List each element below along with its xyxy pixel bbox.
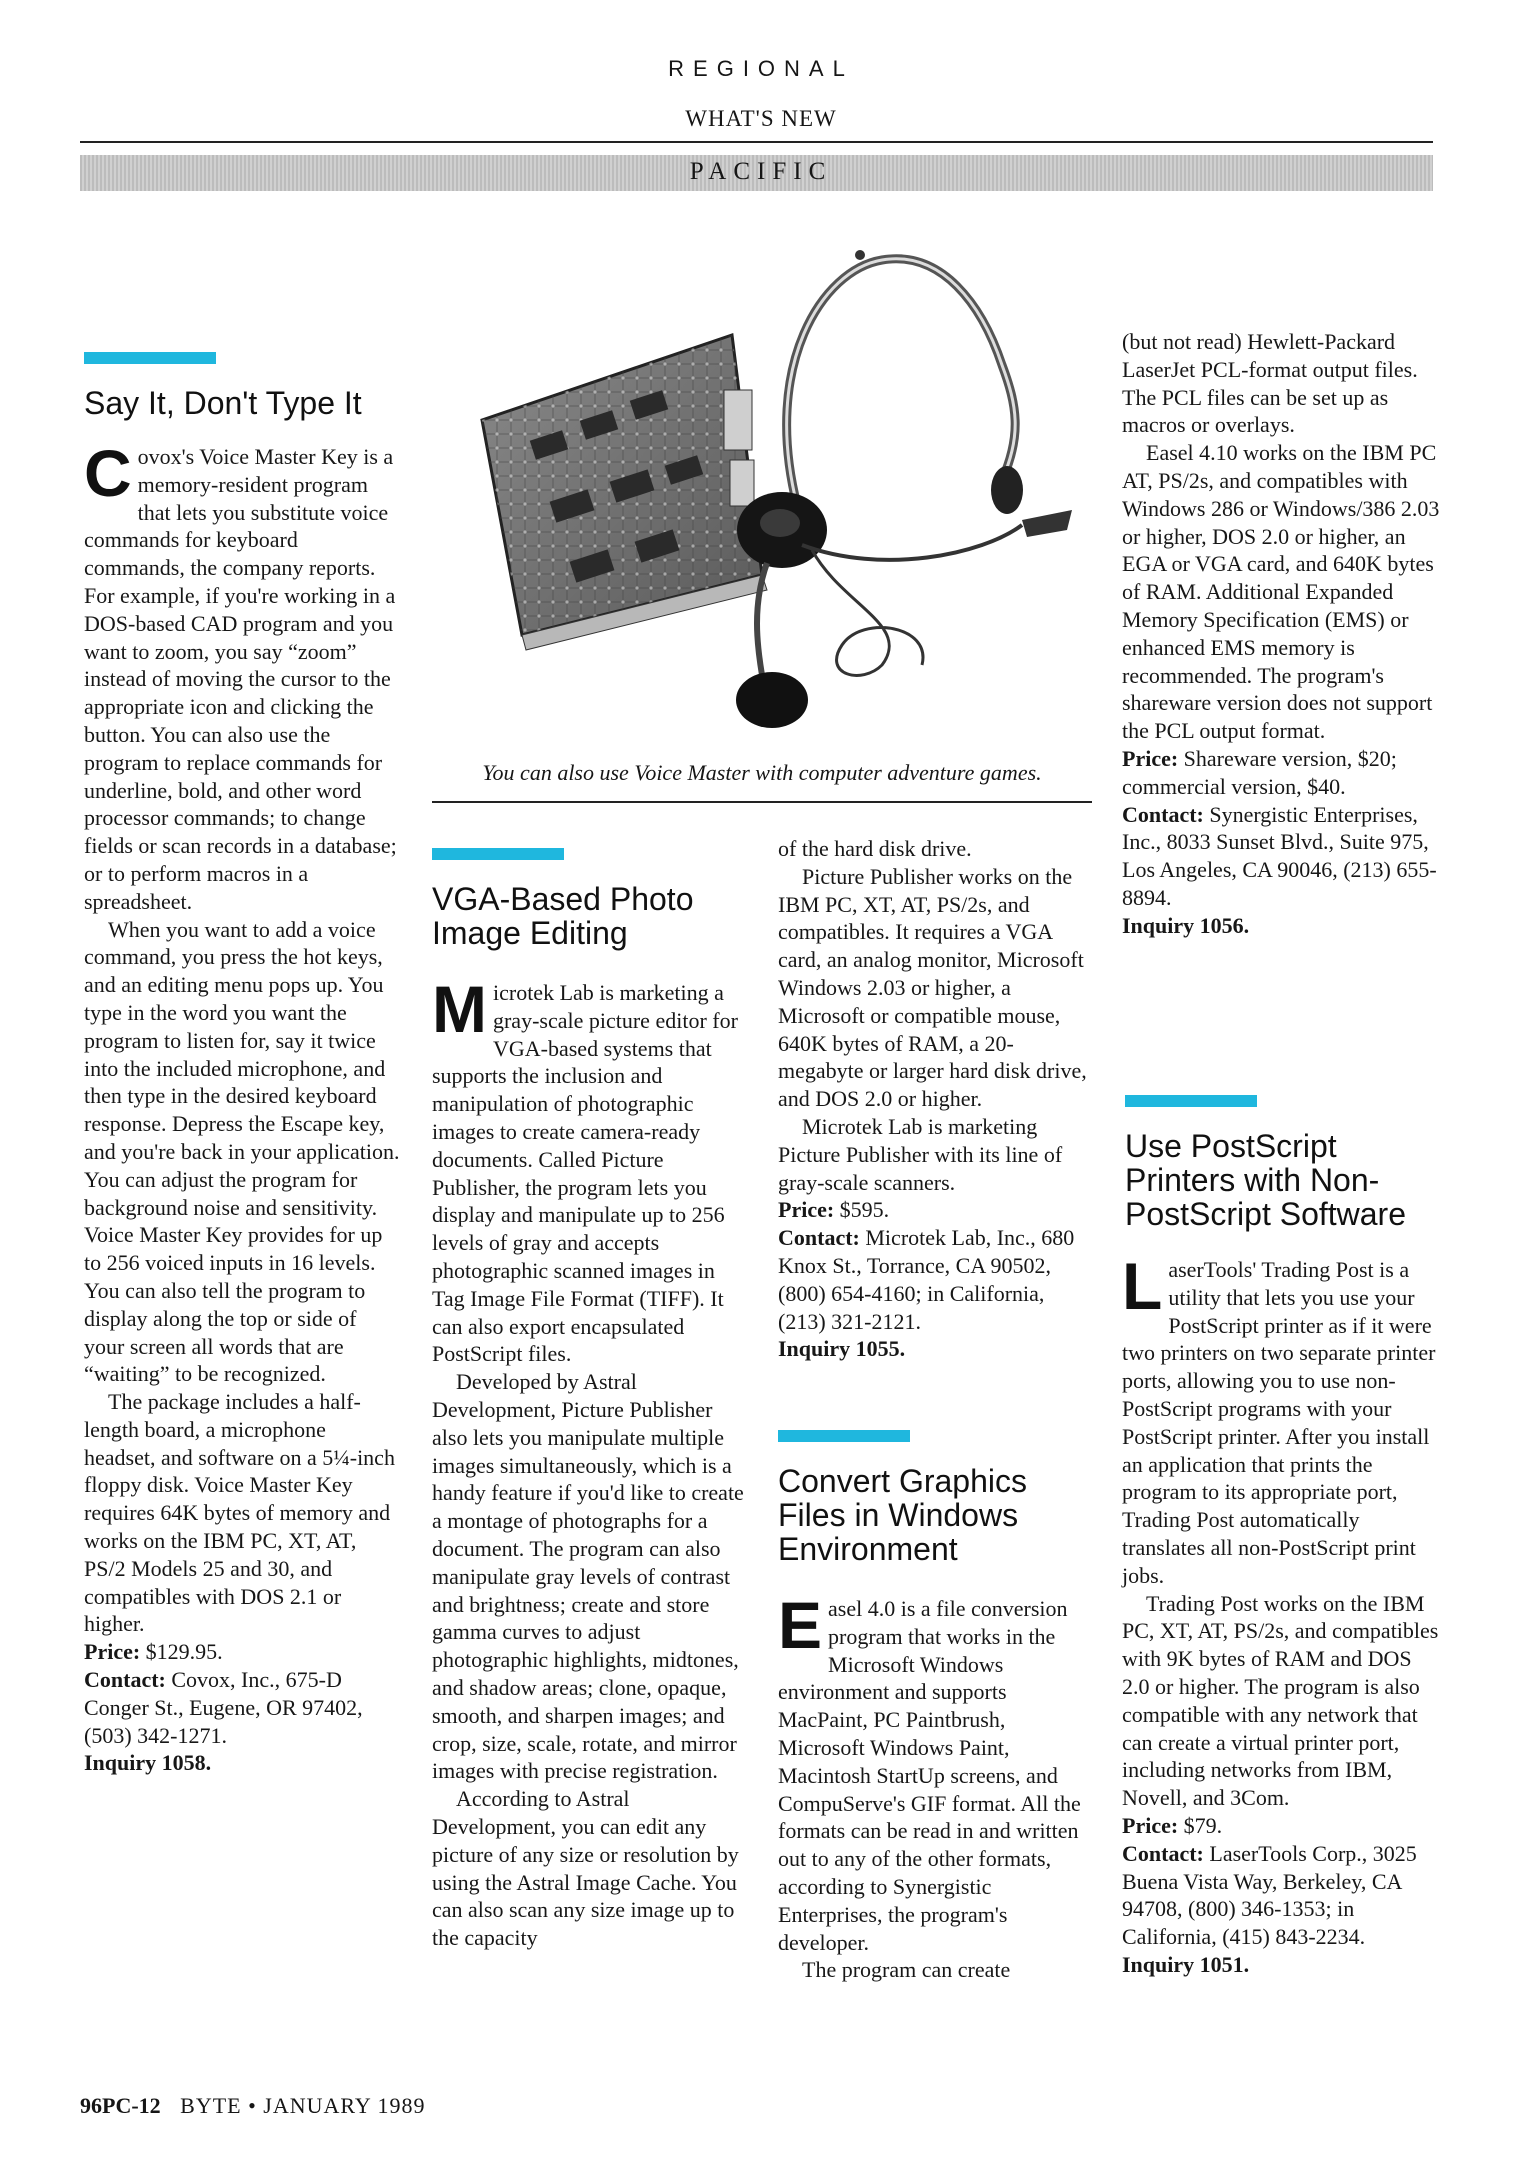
article3-paragraph: (but not read) Hewlett-Packard LaserJet PCL-format output files. The PCL files can be set up as macros or overlays. [1122, 329, 1418, 438]
article4-price: Price: $79. [1122, 1812, 1223, 1838]
subsection-label: WHAT'S NEW [685, 106, 837, 131]
region-label: PACIFIC [689, 158, 833, 185]
article2-contact: Contact: Microtek Lab, Inc., 680 Knox St., Torrance, CA 90502, (800) 654-4160; in California, (213) 321-2121. [778, 1225, 1075, 1334]
article4-lead: aserTools' Trading Post is a utility that lets you use your PostScript printer as if it were two printers on two separate printer ports, allowing you to use non-PostScript programs with your PostScript printer. After you install an application that prints the program to its appropriate port, Trading Post automatically translates all non-PostScript print jobs. [1122, 1257, 1436, 1588]
article3-paragraph: The program can create [802, 1957, 1011, 1983]
article1-lead: ovox's Voice Master Key is a memory-resident program that lets you substitute voice commands for keyboard commands, the company reports. For example, if you're working in a DOS-based CAD program and you want to zoom, you say “zoom” instead of moving the cursor to the appropriate icon and clicking the button. You can also use the program to replace commands for underline, bold, and other word processor commands; to change fields or scan records in a database; or to perform macros in a spreadsheet. [84, 444, 397, 914]
article4-inquiry: Inquiry 1051. [1122, 1951, 1250, 1977]
article4-paragraph: Trading Post works on the IBM PC, XT, AT, PS/2s, and compatibles with 9K bytes of RAM and DOS 2.0 or higher. The program is also compatible with any network that can create a virtual printer port, including networks from IBM, Novell, and 3Com. [1122, 1590, 1439, 1811]
article4-dropcap: L [1122, 1249, 1163, 1323]
article1-paragraph: The package includes a half-length board, a microphone headset, and software on a 5¼-inch floppy disk. Voice Master Key requires 64K bytes of memory and works on the IBM PC, XT, AT, PS/2 Models 25 and 30, and compatibles with DOS 2.1 or higher. [84, 1389, 395, 1637]
article1-price: Price: $129.95. [84, 1639, 223, 1665]
article1-dropcap: C [84, 436, 132, 510]
section-label: REGIONAL [668, 56, 854, 81]
page-number: 96PC-12 [80, 2093, 161, 2118]
article4-headline: Use PostScript Printers with Non-PostScript Software [1125, 1128, 1406, 1232]
page-footer [80, 2093, 425, 2119]
article3-dropcap: E [778, 1588, 823, 1662]
headset-and-circuit-board-photo [462, 245, 1082, 740]
caption-rule [432, 801, 1092, 803]
header-rule [80, 141, 1433, 143]
article2-headline: VGA-Based Photo Image Editing [432, 881, 694, 951]
article1-accent-bar [84, 352, 216, 364]
article2-paragraph: Developed by Astral Development, Picture Publisher also lets you manipulate multiple images simultaneously, which is a handy feature if you'd like to create a montage of photographs for a document. The program can also manipulate gray levels of contrast and brightness; create and store gamma curves to adjust photographic highlights, midtones, and shadow areas; clone, opaque, smooth, and sharpen images; and crop, size, scale, rotate, and mirror images with precise registration. [432, 1369, 744, 1784]
article2-price: Price: $595. [778, 1197, 890, 1223]
article2-paragraph: of the hard disk drive. [778, 836, 972, 861]
article2-paragraph: Picture Publisher works on the IBM PC, XT, AT, PS/2s, and compatibles. It requires a VGA card, an analog monitor, Microsoft Windows 2.03 or higher, a Microsoft or compatible mouse, 640K bytes of RAM, a 20-megabyte or larger hard disk drive, and DOS 2.0 or higher. [778, 863, 1087, 1112]
article2-body [432, 972, 750, 1952]
article3-lead: asel 4.0 is a file conversion program that works in the Microsoft Windows environment and supports MacPaint, PC Paintbrush, Microsoft Windows Paint, Macintosh StartUp screens, and CompuServe's GIF format. All the formats can be read in and written out to any of the other formats, according to Synergistic Enterprises, the program's developer. [778, 1596, 1081, 1955]
article4-contact: Contact: LaserTools Corp., 3025 Buena Vista Way, Berkeley, CA 94708, (800) 346-1353; in California, (415) 843-2234. [1122, 1840, 1417, 1950]
article4-body [1122, 1249, 1444, 1979]
article4-accent-bar [1125, 1095, 1257, 1107]
article2-dropcap: M [432, 972, 487, 1046]
article2-lead: icrotek Lab is marketing a gray-scale picture editor for VGA-based systems that supports the inclusion and manipulation of photographic images to create camera-ready documents. Called Picture Publisher, the program lets you display and manipulate up to 256 levels of gray and accepts photographic scanned images in Tag Image File Format (TIFF). It can also export encapsulated PostScript files. [432, 980, 738, 1367]
photo-caption: You can also use Voice Master with computer adventure games. [482, 760, 1042, 785]
article3-continued [1122, 328, 1444, 940]
article3-price: Price: Shareware version, $20; commercial version, $40. [1122, 745, 1397, 799]
article3-contact: Contact: Synergistic Enterprises, Inc., 8033 Sunset Blvd., Suite 975, Los Angeles, CA 90046, (213) 655-8894. [1122, 801, 1437, 910]
article1-body [84, 436, 402, 1777]
article2-paragraph: According to Astral Development, you can edit any picture of any size or resolution by using the Astral Image Cache. You can also scan any size image up to the capacity [432, 1786, 739, 1951]
article1-inquiry: Inquiry 1058. [84, 1750, 212, 1776]
article1-contact: Contact: Covox, Inc., 675-D Conger St., Eugene, OR 97402, (503) 342-1271. [84, 1667, 363, 1748]
article3-paragraph: Easel 4.10 works on the IBM PC AT, PS/2s, and compatibles with Windows 286 or Windows/386 2.03 or higher, DOS 2.0 or higher, an EGA or VGA card, and 640K bytes of RAM. Additional Expanded Memory Specification (EMS) or enhanced EMS memory is recommended. The program's shareware version does not support the PCL output format. [1122, 440, 1440, 744]
magazine-issue: BYTE • JANUARY 1989 [180, 2093, 426, 2118]
article3-body [778, 1588, 1096, 1984]
article2-continued [778, 835, 1096, 1363]
article2-paragraph: Microtek Lab is marketing Picture Publisher with its line of gray-scale scanners. [778, 1113, 1063, 1195]
article3-inquiry: Inquiry 1056. [1122, 912, 1250, 938]
article2-accent-bar [432, 848, 564, 860]
article1-paragraph: When you want to add a voice command, you press the hot keys, and an editing menu pops up. You type in the word you want the program to listen for, say it twice into the included microphone, and then type in the desired keyboard response. Depress the Escape key, and you're back in your application. You can adjust the program for background noise and sensitivity. Voice Master Key provides for up to 256 voiced inputs in 16 levels. You can also tell the program to display along the top or side of your screen all words that are “waiting” to be recognized. [84, 916, 400, 1387]
article1-headline: Say It, Don't Type It [84, 385, 362, 421]
article3-accent-bar [778, 1430, 910, 1442]
article3-headline: Convert Graphics Files in Windows Environment [778, 1463, 1027, 1567]
article2-inquiry: Inquiry 1055. [778, 1336, 906, 1362]
